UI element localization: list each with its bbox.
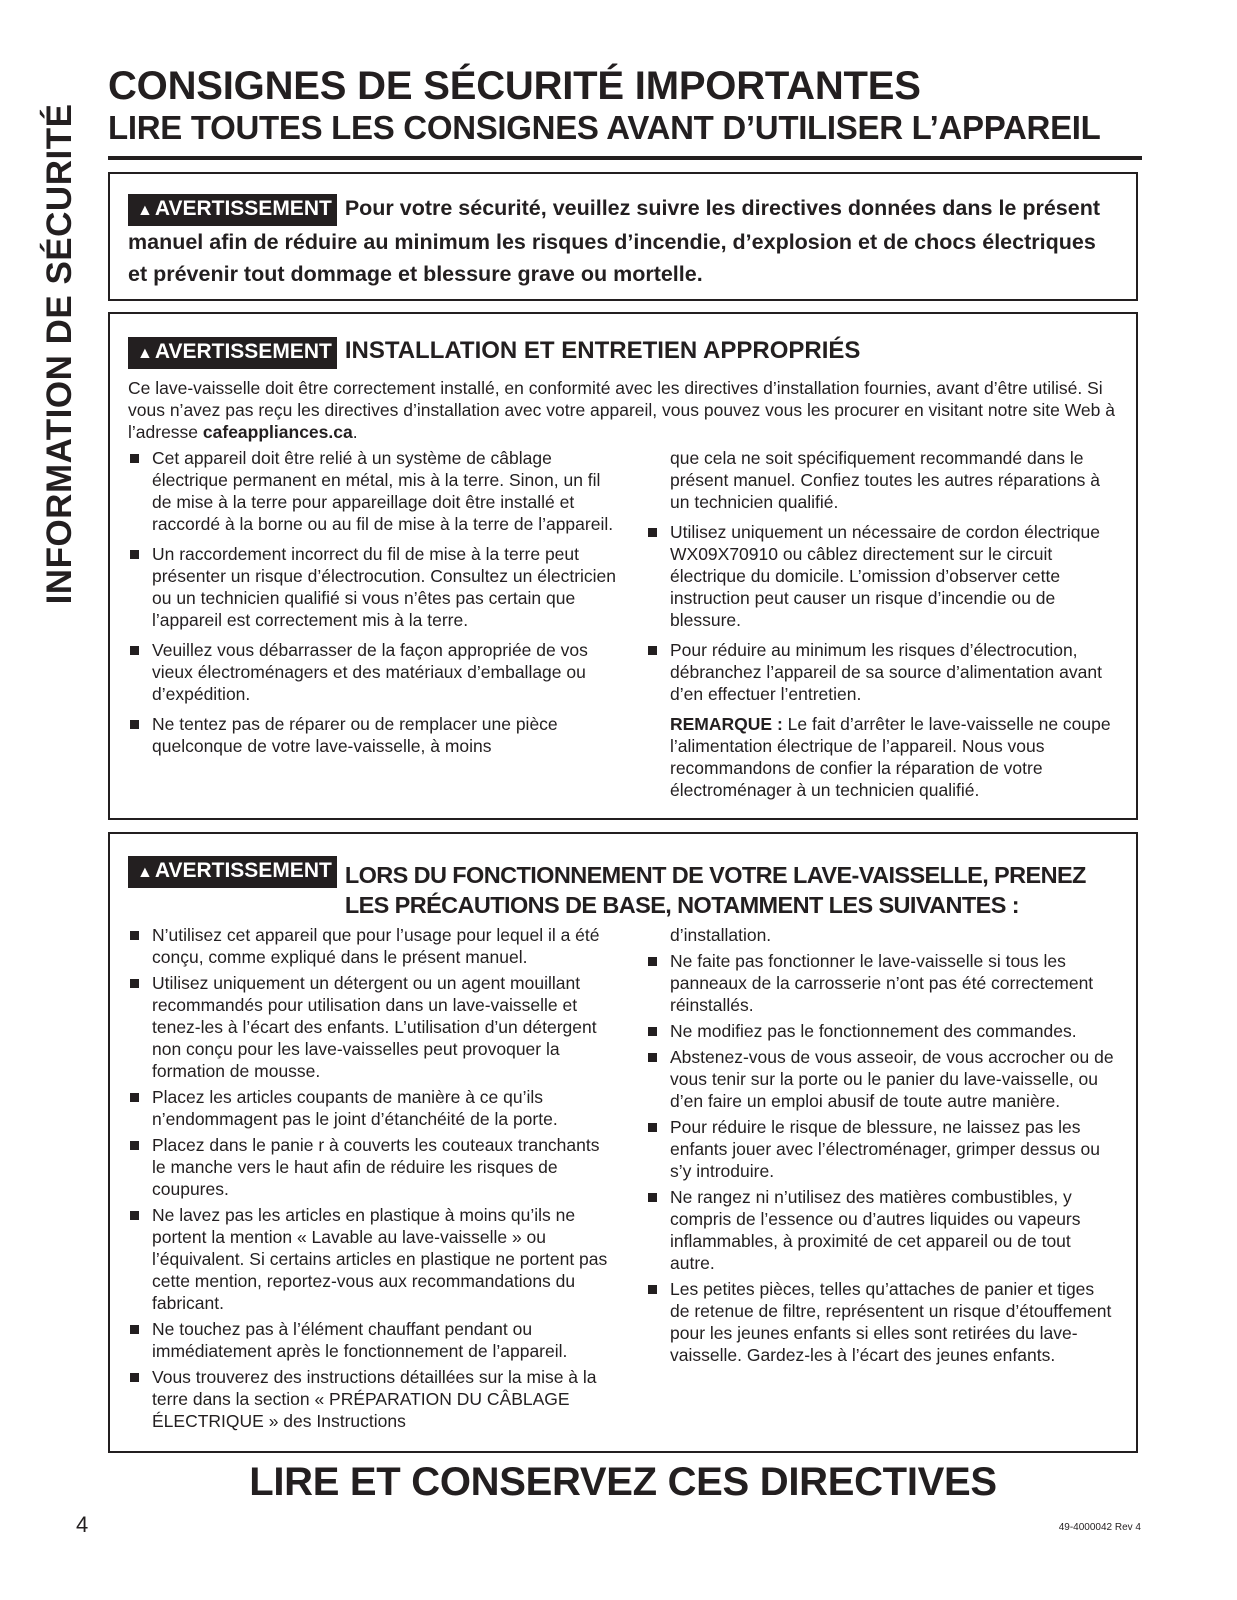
list-item: Ne rangez ni n’utilisez des matières combustibles, y compris de l’essence ou d’autres liquides ou vapeurs inflammables, à proximité de cet appareil ou de tout autre.	[646, 1186, 1116, 1274]
warning-badge	[128, 194, 337, 226]
page-header	[108, 64, 1142, 160]
list-item: Ne modifiez pas le fonctionnement des commandes.	[646, 1020, 1116, 1042]
page-number: 4	[76, 1512, 89, 1537]
list-item: Pour réduire au minimum les risques d’électrocution, débranchez l’appareil de sa source d’alimentation avant d’en effectuer l’entretien.	[646, 639, 1116, 705]
warning-badge	[128, 337, 337, 369]
installation-title: INSTALLATION ET ENTRETIEN APPROPRIÉS	[344, 337, 861, 364]
list-item: Placez les articles coupants de manière à ce qu’ils n’endommagent pas le joint d’étanchéité de la porte.	[128, 1086, 616, 1130]
operation-title	[345, 860, 1086, 920]
installation-columns	[128, 447, 1116, 801]
list-item: Ne lavez pas les articles en plastique à moins qu’ils ne portent la mention « Lavable au lave-vaisselle » ou l’équivalent. Si certains articles en plastique ne portent pas cette mention, reportez-vous aux recommandations du fabricant.	[128, 1204, 616, 1314]
list-item: Abstenez-vous de vous asseoir, de vous accrocher ou de vous tenir sur la porte ou le panier du lave-vaisselle, ou d’en faire un emploi abusif de toute autre manière.	[646, 1046, 1116, 1112]
list-item: Cet appareil doit être relié à un système de câblage électrique permanent en métal, mis à la terre. Sinon, un fil de mise à la terre pour appareillage doit être installé et raccordé à la borne ou au fil de mise à la terre de l’appareil.	[128, 447, 616, 535]
installation-intro-text: Ce lave-vaisselle doit être correctement installé, en conformité avec les directives d’installation fournies, avant d’être utilisé. Si vous n’avez pas reçu les directives d’installation avec votre appareil, vous pouvez vous les procurer en visitant notre site Web à l’adresse	[128, 378, 1115, 442]
page-title: CONSIGNES DE SÉCURITÉ IMPORTANTES	[108, 64, 921, 108]
side-tab	[36, 74, 84, 634]
safety-warning-body: Pour votre sécurité, veuillez suivre les directives données dans le présent manuel afin de réduire au minimum les risques d’incendie, d’explosion et de chocs électriques et prévenir tout dommage et blessure grave ou mortelle.	[128, 196, 1101, 286]
operation-title-line2: LES PRÉCAUTIONS DE BASE, NOTAMMENT LES SUIVANTES :	[344, 892, 1019, 918]
warning-badge	[128, 856, 337, 888]
installation-right-column	[646, 447, 1116, 801]
document-number: 49-4000042 Rev 4	[1058, 1522, 1141, 1533]
list-item-continued: que cela ne soit spécifiquement recommandé dans le présent manuel. Confiez toutes les autres réparations à un technicien qualifié.	[670, 448, 1100, 512]
operation-heading	[128, 856, 1116, 920]
warning-label: AVERTISSEMENT	[154, 859, 332, 882]
list-item: Un raccordement incorrect du fil de mise à la terre peut présenter un risque d’électrocution. Consultez un électricien ou un technicien qualifié si vous n’êtes pas certain que l’appareil est correctement mis à la terre.	[128, 543, 616, 631]
list-item: Veuillez vous débarrasser de la façon appropriée de vos vieux électroménagers et des matériaux d’emballage ou d’expédition.	[128, 639, 616, 705]
list-item: Les petites pièces, telles qu’attaches de panier et tiges de retenue de filtre, représentent un risque d’étouffement pour les jeunes enfants si elles sont retirées du lave-vaisselle. Gardez-les à l’écart des jeunes enfants.	[646, 1278, 1116, 1366]
warning-label: AVERTISSEMENT	[154, 197, 332, 220]
footer-title: LIRE ET CONSERVEZ CES DIRECTIVES	[249, 1460, 997, 1504]
warning-triangle-icon: ▲	[137, 864, 153, 881]
installation-left-column	[128, 447, 616, 801]
note-text: Le fait d’arrêter le lave-vaisselle ne coupe l’alimentation électrique de l’appareil. Nous vous recommandons de confier la réparation de votre électroménager à un technicien qualifié.	[670, 714, 1111, 800]
list-item: Ne faite pas fonctionner le lave-vaisselle si tous les panneaux de la carrosserie n’ont pas été correctement réinstallés.	[646, 950, 1116, 1016]
safety-warning-text	[128, 192, 1116, 290]
list-item: Utilisez uniquement un détergent ou un agent mouillant recommandés pour utilisation dans un lave-vaisselle et tenez-les à l’écart des enfants. L’utilisation d’un détergent non conçu pour les lave-vaisselles peut provoquer la formation de mousse.	[128, 972, 616, 1082]
list-item: Pour réduire le risque de blessure, ne laissez pas les enfants jouer avec l’électroménager, grimper dessus ou s’y introduire.	[646, 1116, 1116, 1182]
operation-left-column	[128, 924, 616, 1436]
warning-triangle-icon: ▲	[137, 345, 153, 362]
installation-heading	[128, 336, 1116, 369]
safety-warning-box	[108, 172, 1138, 301]
list-item: Utilisez uniquement un nécessaire de cordon électrique WX09X70910 ou câblez directement sur le circuit électrique du domicile. L’omission d’observer cette instruction peut causer un risque d’incendie ou de blessure.	[646, 521, 1116, 631]
note	[646, 713, 1116, 801]
warning-triangle-icon: ▲	[137, 202, 153, 219]
warning-label: AVERTISSEMENT	[154, 340, 332, 363]
note-label: REMARQUE :	[670, 714, 783, 734]
website-link: cafeappliances.ca	[202, 422, 353, 442]
list-item: Vous trouverez des instructions détaillées sur la mise à la terre dans la section « PRÉPARATION DU CÂBLAGE ÉLECTRIQUE » des Instructions	[128, 1366, 616, 1432]
installation-intro-end: .	[352, 422, 358, 442]
operation-box	[108, 832, 1138, 1453]
operation-right-column	[646, 924, 1116, 1436]
side-tab-label: INFORMATION DE SÉCURITÉ	[40, 103, 79, 605]
installation-box	[108, 312, 1138, 820]
page-subtitle: LIRE TOUTES LES CONSIGNES AVANT D’UTILISER L’APPAREIL	[108, 109, 1101, 146]
list-item-continued: d’installation.	[670, 925, 772, 945]
installation-intro	[128, 377, 1116, 443]
list-item: Placez dans le panie r à couverts les couteaux tranchants le manche vers le haut afin de réduire les risques de coupures.	[128, 1134, 616, 1200]
header-rule	[108, 156, 1142, 160]
list-item: Ne tentez pas de réparer ou de remplacer une pièce quelconque de votre lave-vaisselle, à moins	[128, 713, 616, 757]
operation-columns	[128, 924, 1116, 1436]
list-item: Ne touchez pas à l’élément chauffant pendant ou immédiatement après le fonctionnement de l’appareil.	[128, 1318, 616, 1362]
operation-title-line1: LORS DU FONCTIONNEMENT DE VOTRE LAVE-VAISSELLE, PRENEZ	[344, 862, 1086, 888]
list-item: N’utilisez cet appareil que pour l’usage pour lequel il a été conçu, comme expliqué dans le présent manuel.	[128, 924, 616, 968]
